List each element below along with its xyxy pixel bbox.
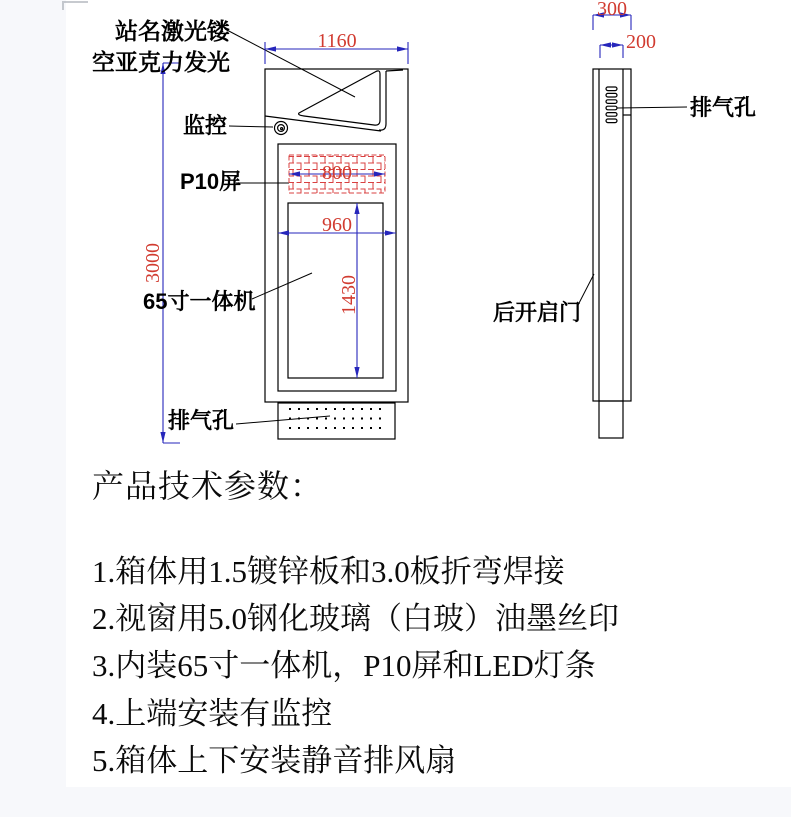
label-sign-line1: 站名激光镂 — [115, 18, 230, 44]
label-camera: 监控 — [183, 113, 228, 138]
spec-item-2: 2.视窗用5.0钢化玻璃（白玻）油墨丝印 — [92, 601, 619, 636]
spec-title: 产品技术参数： — [92, 468, 324, 504]
dim-cabinet-width: 1160 — [317, 30, 357, 52]
leader-camera — [229, 126, 273, 127]
dim-depth: 300 — [597, 0, 627, 20]
label-front-vent: 排气孔 — [168, 408, 235, 433]
front-sign-panel-top — [386, 70, 403, 71]
leader-all-in-one — [252, 273, 312, 299]
side-view — [577, 69, 687, 438]
spec-item-4: 4.上端安装有监控 — [92, 696, 333, 731]
label-all-in-one: 65寸一体机 — [143, 289, 256, 314]
dim-window-width: 960 — [322, 214, 352, 236]
dim-p10-width: 800 — [322, 162, 352, 184]
spec-item-3: 3.内装65寸一体机，P10屏和LED灯条 — [92, 648, 596, 683]
label-side-vent: 排气孔 — [690, 95, 757, 120]
dimension-lines — [163, 15, 631, 443]
spec-item-1: 1.箱体用1.5镀锌板和3.0板折弯焊接 — [92, 554, 565, 589]
leader-side-vent — [617, 107, 687, 108]
dim-screen-height: 1430 — [338, 275, 360, 315]
side-base-rect — [599, 401, 623, 438]
front-sign-panel-triangle — [299, 71, 380, 125]
front-vent-dots — [289, 408, 388, 436]
side-vent-slots — [606, 87, 617, 123]
camera-icon-dot — [281, 128, 283, 130]
label-rear-door: 后开启门 — [493, 300, 582, 325]
label-sign-line2: 空亚克力发光 — [92, 49, 230, 75]
dim-door-depth: 200 — [626, 31, 656, 53]
label-sign-acrylic — [88, 16, 230, 78]
dim-cabinet-height: 3000 — [142, 243, 164, 283]
label-p10-screen: P10屏 — [180, 169, 242, 194]
spec-item-5: 5.箱体上下安装静音排风扇 — [92, 743, 457, 778]
